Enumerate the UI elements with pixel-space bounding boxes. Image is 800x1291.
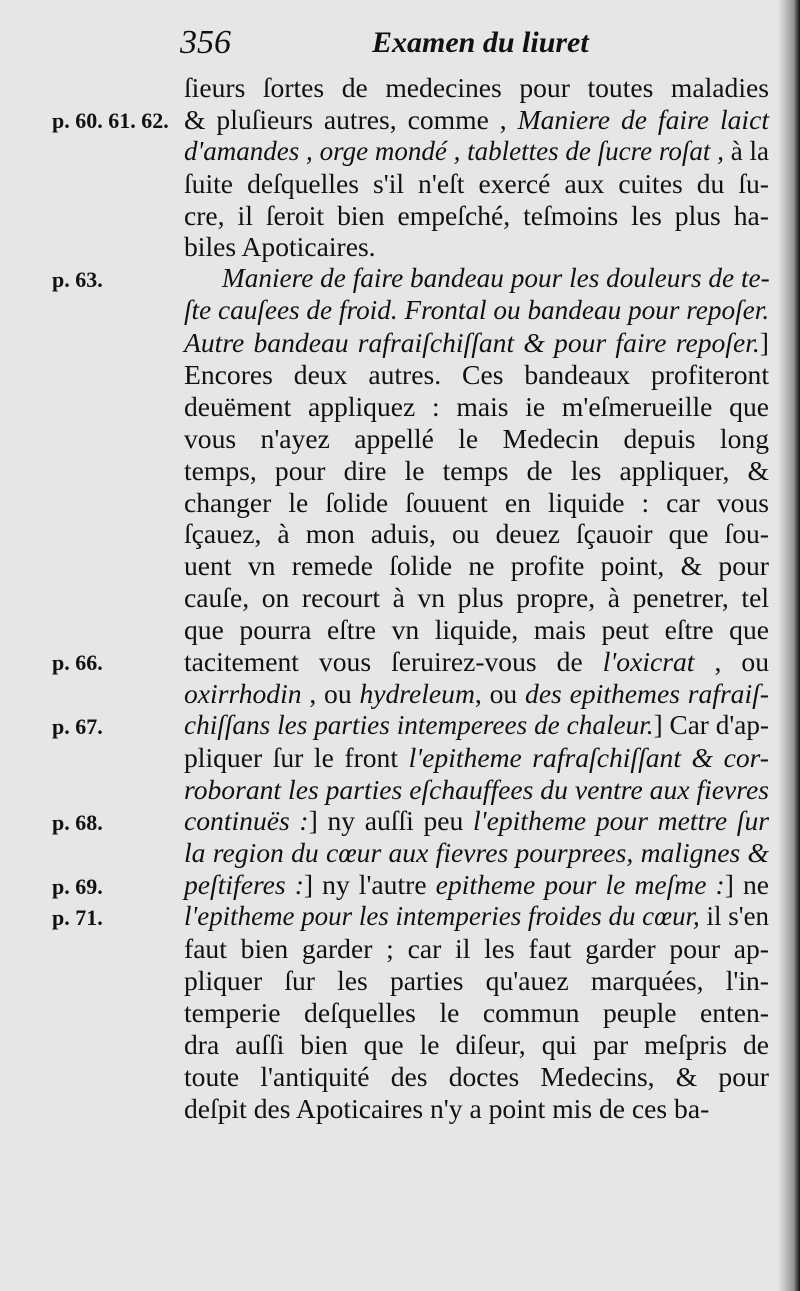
italic-text: Autre bandeau rafraiſchiſſant & pour faire repoſer. (184, 327, 760, 359)
margin-note: p. 67. (52, 714, 103, 739)
italic-text: roborant les parties eſchauffees du ventre aux fievres (184, 773, 769, 805)
text-line (184, 136, 769, 168)
text-line (184, 72, 769, 104)
roman-text: à la (723, 135, 769, 166)
text-line (184, 678, 769, 710)
roman-text: pliquer ſur les parties qu'auez marquées, l'in- (184, 964, 769, 996)
running-title: Examen du liuret (372, 26, 589, 59)
text-line (184, 837, 769, 869)
text-line (184, 901, 769, 933)
roman-text: il s'en (699, 901, 769, 932)
roman-text: ] ny l'autre (303, 869, 436, 901)
italic-text: chiſſans les parties intemperees de chaleur. (184, 709, 654, 740)
italic-text: hydreleum (359, 677, 475, 709)
text-line (184, 487, 769, 519)
roman-text: , ou (301, 677, 360, 709)
text-line (184, 295, 769, 327)
text-line (184, 327, 769, 359)
text-line (184, 933, 769, 965)
roman-text: toute l'antiquité des doctes Medecins, & pour (184, 1060, 769, 1092)
text-line (184, 423, 769, 455)
roman-text: ] (759, 327, 769, 359)
roman-text: vous n'ayez appellé le Medecin depuis long (184, 422, 769, 454)
text-line (184, 391, 769, 423)
text-line (184, 518, 769, 550)
text-line (184, 869, 769, 901)
italic-text: l'epitheme rafraſchiſſant & cor- (408, 741, 769, 773)
roman-text: dra auſſi bien que le diſeur, qui par meſpris de (184, 1028, 769, 1060)
margin-note: p. 60. 61. 62. (52, 107, 169, 133)
roman-text: cre, il ſeroit bien empeſché, teſmoins les plus ha- (184, 199, 769, 231)
roman-text: tacitement vous ſeruirez-vous de (184, 646, 603, 678)
italic-text: l'epitheme pour les intemperies froides du cœur, (184, 901, 700, 932)
text-line (184, 805, 769, 837)
roman-text: changer le ſolide ſouuent en liquide : car vous (184, 486, 769, 518)
italic-text: Maniere de faire bandeau pour les douleurs de te- (222, 263, 770, 294)
text-line (184, 104, 769, 136)
text-line (184, 710, 769, 742)
roman-text: ] Car d'ap- (653, 709, 769, 740)
text-line (184, 168, 769, 200)
roman-text: que pourra eſtre vn liquide, mais peut eſtre que (184, 614, 769, 646)
page-number: 356 (180, 24, 231, 61)
italic-text: oxirrhodin (184, 677, 302, 709)
italic-text: ſte cauſees de froid. Frontal ou bandeau pour repoſer. (184, 295, 770, 326)
text-line (184, 646, 769, 678)
roman-text: Encores deux autres. Ces bandeaux profiteront (184, 359, 769, 391)
italic-text: l'oxicrat (602, 646, 695, 678)
margin-note: p. 68. (52, 809, 103, 835)
italic-text: peſtiferes : (184, 869, 304, 901)
roman-text: pliquer ſur le front (184, 741, 409, 773)
page-header (180, 18, 630, 66)
roman-text: temperie deſquelles le commun peuple enten- (184, 996, 769, 1028)
roman-text: , ou (474, 677, 526, 709)
text-line (184, 1061, 769, 1093)
text-line (184, 742, 769, 774)
roman-text: faut bien garder ; car il les faut garder pour ap- (184, 933, 769, 965)
text-line (184, 1093, 769, 1125)
text-line (184, 231, 769, 263)
text-line (184, 263, 769, 295)
italic-text: l'epitheme pour mettre ſur (473, 805, 769, 837)
italic-text: la region du cœur aux fievres pourprees, malignes & (184, 837, 769, 869)
italic-text: des epithemes rafraiſ- (525, 677, 769, 709)
italic-text: d'amandes , orge mondé , tablettes de ſucre roſat , (184, 135, 724, 166)
roman-text: & pluſieurs autres, comme , (184, 103, 518, 135)
text-line (184, 455, 769, 487)
roman-text: biles Apoticaires. (184, 231, 376, 263)
margin-note: p. 71. (52, 905, 103, 931)
roman-text: ] ny auſſi peu (308, 805, 473, 837)
margin-note: p. 66. (52, 650, 103, 676)
roman-text: temps, pour dire le temps de les appliquer, & (184, 454, 769, 486)
text-line (184, 582, 769, 614)
text-line (184, 359, 769, 391)
margin-note: p. 63. (52, 267, 103, 293)
italic-text: Maniere de faire laict (517, 103, 769, 135)
margin-notes (0, 0, 180, 1291)
roman-text: ſieurs ſortes de medecines pour toutes maladies (184, 72, 769, 103)
text-line (184, 1029, 769, 1061)
text-line (184, 550, 769, 582)
margin-note: p. 69. (52, 873, 103, 899)
text-line (184, 997, 769, 1029)
roman-text: cauſe, on recourt à vn plus propre, à penetrer, tel (184, 582, 769, 614)
roman-text: ſuite deſquelles s'il n'eſt exercé aux cuites du ſu- (184, 167, 769, 199)
binding-shadow (778, 0, 800, 1291)
text-line (184, 614, 769, 646)
roman-text: , ou (694, 646, 769, 678)
roman-text: uent vn remede ſolide ne profite point, & pour (184, 550, 769, 582)
italic-text: continuës : (184, 805, 309, 837)
text-line (184, 200, 769, 232)
body-text (184, 72, 769, 1124)
text-line (184, 774, 769, 806)
roman-text: deſpit des Apoticaires n'y a point mis de ces ba- (184, 1092, 710, 1124)
text-line (184, 965, 769, 997)
roman-text: ſçauez, à mon aduis, ou deuez ſçauoir que ſou- (184, 518, 769, 550)
roman-text: ] ne (724, 869, 769, 901)
italic-text: epitheme pour le meſme : (435, 869, 725, 901)
roman-text: deuëment appliquez : mais ie m'eſmerueille que (184, 390, 769, 422)
